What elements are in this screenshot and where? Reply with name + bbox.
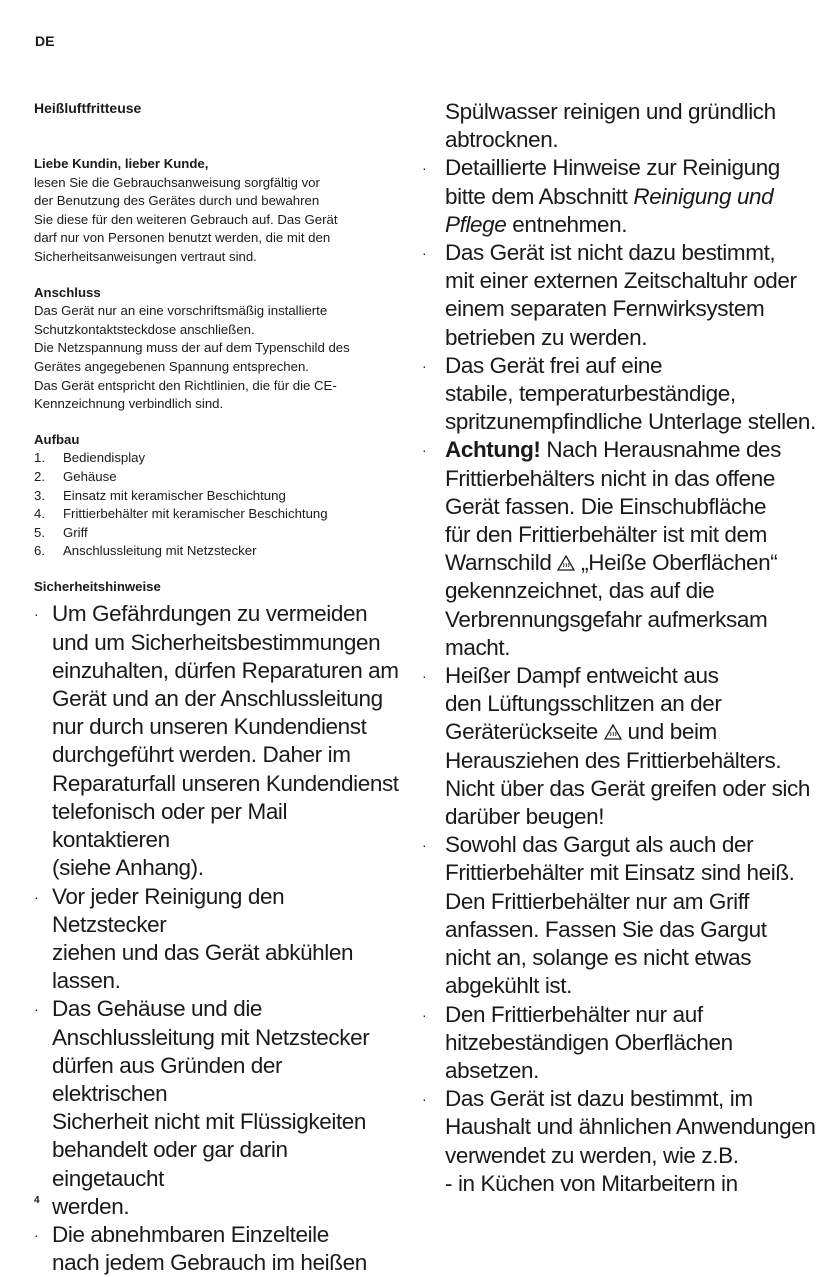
safety-item: · Detaillierte Hinweise zur Reinigung bitte dem Abschnitt Reinigung und Pflege entnehmen. — [422, 155, 780, 237]
safety-list-left — [34, 600, 399, 1277]
safety-item: · Das Gerät frei auf eine stabile, temperaturbeständige, spritzunempfindliche Unterlage stellen. — [422, 352, 816, 435]
greeting-line: der Benutzung des Gerätes durch und bewahren — [34, 193, 320, 209]
safety-item: · Das Gehäuse und die Anschlussleitung mit Netzstecker dürfen aus Gründen der elektrischen Sicherheit nicht mit Flüssigkeiten behandelt oder gar darin eingetaucht werden. — [34, 996, 370, 1219]
safety-item: · Vor jeder Reinigung den Netzstecker ziehen und das Gerät abkühlen lassen. — [34, 883, 354, 994]
anschluss-section — [34, 284, 399, 414]
safety-item: · Achtung! Nach Herausnahme des Frittierbehälters nicht in das offene Gerät fassen. Die Einschubfläche für den Frittierbehälter ist mit dem Warnschild „Heiße Oberflächen“ gekennzeichnet, das auf die Verbrennungsgefahr aufmerksam macht. — [422, 437, 782, 660]
anschluss-line: Die Netzspannung muss der auf dem Typenschild des — [34, 340, 350, 356]
anschluss-line: Kennzeichnung verbindlich sind. — [34, 396, 224, 412]
aufbau-section — [34, 431, 399, 561]
hot-surface-warning-icon — [604, 724, 622, 740]
left-column — [34, 98, 399, 1277]
list-item: 2. Gehäuse — [34, 468, 117, 484]
hot-surface-warning-icon — [557, 555, 575, 571]
language-code: DE — [35, 33, 55, 49]
list-item: 6. Anschlussleitung mit Netzstecker — [34, 543, 257, 559]
sicherheit-section — [34, 578, 399, 1277]
safety-list-right — [420, 154, 820, 1198]
greeting-line: lesen Sie die Gebrauchsanweisung sorgfältig vor — [34, 174, 320, 190]
safety-continuation: Spülwasser reinigen und gründlich abtrocknen. — [445, 99, 776, 153]
greeting-heading: Liebe Kundin, lieber Kunde, — [34, 156, 209, 171]
list-item: 4. Frittierbehälter mit keramischer Beschichtung — [34, 506, 328, 522]
greeting-line: Sie diese für den weiteren Gebrauch auf. Das Gerät — [34, 211, 338, 227]
greeting-line: darf nur von Personen benutzt werden, die mit den — [34, 230, 331, 246]
anschluss-line: Das Gerät entspricht den Richtlinien, die für die CE- — [34, 377, 337, 393]
aufbau-heading: Aufbau — [34, 431, 80, 447]
safety-item: · Das Gerät ist nicht dazu bestimmt, mit einer externen Zeitschaltuhr oder einem separaten Fernwirksystem betrieben zu werden. — [422, 240, 797, 350]
anschluss-line: Gerätes angegebenen Spannung entsprechen. — [34, 358, 309, 374]
anschluss-heading: Anschluss — [34, 284, 101, 300]
greeting-line: Sicherheitsanweisungen vertraut sind. — [34, 248, 257, 264]
safety-item: · Um Gefährdungen zu vermeiden und um Sicherheitsbestimmungen einzuhalten, dürfen Reparaturen am Gerät und an der Anschlussleitung nur durch unseren Kundendienst durchgeführt werden. Daher im Reparaturfall unseren Kundendienst telefonisch oder per Mail kontaktieren (siehe Anhang). — [34, 601, 399, 881]
anschluss-line: Schutzkontaktsteckdose anschließen. — [34, 321, 255, 337]
safety-item: · Den Frittierbehälter nur auf hitzebeständigen Oberflächen absetzen. — [422, 1001, 733, 1083]
safety-item: · Das Gerät ist dazu bestimmt, im Haushalt und ähnlichen Anwendungen verwendet zu werden, wie z.B. - in Küchen von Mitarbeitern in — [422, 1086, 816, 1196]
list-item: 1. Bediendisplay — [34, 450, 146, 466]
safety-item: · Heißer Dampf entweicht aus den Lüftungsschlitzen an der Geräterückseite und beim Herausziehen des Frittierbehälters. Nicht über das Gerät greifen oder sich darüber beugen! — [422, 663, 810, 830]
safety-item: · Sowohl das Gargut als auch der Frittierbehälter mit Einsatz sind heiß. Den Frittierbehälter nur am Griff anfassen. Fassen Sie das Gargut nicht an, solange es nicht etwas abgekühlt ist. — [422, 832, 795, 999]
list-item: 5. Griff — [34, 524, 88, 540]
list-item: 3. Einsatz mit keramischer Beschichtung — [34, 487, 286, 503]
aufbau-list — [34, 449, 399, 561]
greeting-section — [34, 155, 399, 267]
document-title: Heißluftfritteuse — [34, 100, 142, 116]
anschluss-line: Das Gerät nur an eine vorschriftsmäßig installierte — [34, 303, 328, 319]
page-number: 4 — [34, 1195, 40, 1206]
safety-item: · Die abnehmbaren Einzelteile nach jedem Gebrauch im heißen — [34, 1221, 367, 1276]
right-column — [420, 98, 820, 1198]
sicherheit-heading: Sicherheitshinweise — [34, 578, 161, 594]
